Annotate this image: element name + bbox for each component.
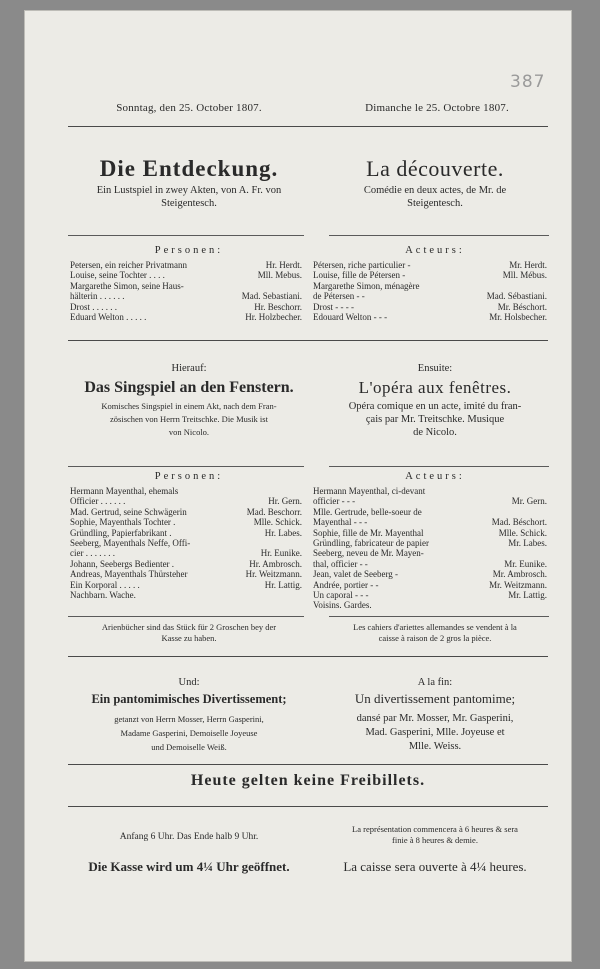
fr-cast-list-2 xyxy=(313,486,547,611)
cast-actor: Mr. Labes. xyxy=(508,538,547,549)
cast-actor xyxy=(543,486,547,496)
cast-role: Ein Korporal . . . . . xyxy=(70,579,140,590)
cast-role: cier . . . . . . . xyxy=(70,548,115,559)
cast-role: Andrée, portier - - xyxy=(313,579,379,590)
de-title-1: Die Entdeckung. xyxy=(99,156,279,181)
de-arienbuecher-note: Arienbücher sind das Stück für 2 Groschen bey der Kasse zu haben. xyxy=(101,622,277,643)
cast-role: Gründling, Papierfabrikant . xyxy=(70,527,172,538)
cast-row xyxy=(70,291,302,301)
cast-role: Andreas, Mayenthals Thürsteher xyxy=(70,569,188,580)
cast-role: Eduard Welton . . . . . xyxy=(70,312,147,323)
cast-actor xyxy=(298,538,302,548)
cast-actor xyxy=(298,486,302,496)
cast-actor: Hr. Gern. xyxy=(268,496,302,507)
cast-row xyxy=(313,590,547,600)
cast-row xyxy=(313,312,547,322)
cast-actor: Hr. Herdt. xyxy=(265,260,302,270)
cast-actor: Mr. Holsbecher. xyxy=(489,312,547,323)
cast-role: Seeberg, neveu de Mr. Mayen- xyxy=(313,548,424,559)
fr-cast-list-1 xyxy=(313,260,547,322)
de-kasse: Die Kasse wird um 4¼ Uhr geöffnet. xyxy=(88,859,290,874)
fr-subtitle-1: Comédie en deux actes, de Mr. de Steigentesch. xyxy=(363,185,507,209)
freibillets-rule-bottom xyxy=(68,806,548,807)
shelfmark-number: 387 xyxy=(510,72,546,92)
cast-actor: Hr. Holzbecher. xyxy=(245,312,302,323)
de-personen-heading-2: Personen: xyxy=(154,471,224,482)
de-hierauf: Hierauf: xyxy=(171,363,207,374)
cast-actor: Mlle. Schick. xyxy=(498,527,547,538)
cast-row xyxy=(70,281,302,291)
fr-a-la-fin: A la fin: xyxy=(417,677,453,688)
fr-acteurs-heading-2: Acteurs: xyxy=(405,471,465,482)
fr-title-3: Un divertissement pantomime; xyxy=(354,691,516,706)
cast-actor: Mr. Lattig. xyxy=(508,590,547,601)
cast-actor xyxy=(543,281,547,291)
cast-actor: Mr. Herdt. xyxy=(509,260,547,270)
fr-cahiers-note: Les cahiers d'ariettes allemandes se vendent à la caisse à raison de 2 gros la pièce. xyxy=(353,622,517,643)
de-subtitle-2: Komisches Singspiel in einem Akt, nach dem Fran- zösischen von Herrn Treitschke. Die Musik ist von Nicolo. xyxy=(101,401,277,437)
cast-role: Seeberg, Mayenthals Neffe, Offi- xyxy=(70,538,191,549)
cast-row xyxy=(313,600,547,610)
cast-row xyxy=(313,270,547,280)
cast-row xyxy=(313,538,547,548)
cast-actor: Mad. Beschorr. xyxy=(246,506,302,517)
top-rule xyxy=(68,126,548,127)
cast-role: Petersen, ein reicher Privatmann xyxy=(70,260,187,270)
cast-row xyxy=(70,260,302,270)
fr-subtitle-2: Opéra comique en un acte, imité du fran- çais par Mr. Treitschke. Musique de Nicolo. xyxy=(348,401,522,438)
cast-actor: Hr. Beschorr. xyxy=(254,301,302,312)
de-cast-list-2 xyxy=(70,486,302,600)
section-rule-2 xyxy=(68,656,548,657)
cast-row xyxy=(70,486,302,496)
cast-row xyxy=(313,580,547,590)
cast-actor: Hr. Ambrosch. xyxy=(249,558,302,569)
fr-title-1: La découverte. xyxy=(366,156,504,181)
cast-row xyxy=(313,528,547,538)
cast-actor: Mr. Weitzmann. xyxy=(489,579,547,590)
cast-role: Officier . . . . . . xyxy=(70,496,126,507)
de-start-time: Anfang 6 Uhr. Das Ende halb 9 Uhr. xyxy=(119,832,259,842)
cast-role: Sophie, Mayenthals Tochter . xyxy=(70,517,176,528)
freibillets-rule-top xyxy=(68,764,548,765)
cast-role: Mlle. Gertrude, belle-soeur de xyxy=(313,506,422,517)
cast-role: Drost . . . . . . xyxy=(70,301,117,312)
playbill-sheet xyxy=(24,10,572,962)
cast-row xyxy=(70,517,302,527)
fr-caisse: La caisse sera ouverte à 4¼ heures. xyxy=(343,859,527,874)
cast-role: Nachbarn. Wache. xyxy=(70,590,136,601)
cast-actor xyxy=(543,600,547,610)
fr-ensuite: Ensuite: xyxy=(417,363,453,374)
fr-title-2: L'opéra aux fenêtres. xyxy=(358,378,512,397)
cast-actor: Mad. Sébastiani. xyxy=(486,291,547,302)
cast-role: Hermann Mayenthal, ci-devant xyxy=(313,486,426,496)
fr-acteurs-heading-1: Acteurs: xyxy=(405,245,465,256)
cast-row xyxy=(70,507,302,517)
fr-date: Dimanche le 25. Octobre 1807. xyxy=(365,102,509,114)
cast-actor: Mr. Gern. xyxy=(511,496,547,507)
cast-row xyxy=(313,559,547,569)
cast-row xyxy=(70,580,302,590)
fr-start-time: La représentation commencera à 6 heures & sera finie à 8 heures & demie. xyxy=(352,824,518,845)
de-personen-heading-1: Personen: xyxy=(154,245,224,256)
cast-row xyxy=(70,590,302,600)
cast-row xyxy=(313,260,547,270)
cast-row xyxy=(70,270,302,280)
cast-actor: Hr. Lattig. xyxy=(264,579,302,590)
cast-row xyxy=(313,291,547,301)
fr-rule-3 xyxy=(329,616,549,617)
cast-row xyxy=(313,507,547,517)
cast-role: officier - - - xyxy=(313,496,356,507)
section-rule-1 xyxy=(68,340,548,341)
de-rule-3 xyxy=(68,616,304,617)
fr-dancers: dansé par Mr. Mosser, Mr. Gasperini, Mad. Gasperini, Mlle. Joyeuse et Mlle. Weiss. xyxy=(356,713,514,752)
cast-actor: Hr. Weitzmann. xyxy=(245,569,302,580)
cast-role: Pétersen, riche particulier - xyxy=(313,260,411,270)
cast-row xyxy=(313,281,547,291)
cast-row xyxy=(70,312,302,322)
cast-row xyxy=(70,548,302,558)
cast-row xyxy=(313,496,547,506)
cast-actor: Mad. Béschort. xyxy=(491,517,547,528)
cast-role: Un caporal - - - xyxy=(313,590,369,601)
cast-row xyxy=(70,569,302,579)
cast-actor: Mad. Sebastiani. xyxy=(241,291,302,302)
de-rule-2 xyxy=(68,466,304,467)
fr-rule-1 xyxy=(329,235,549,236)
cast-row xyxy=(313,548,547,558)
cast-actor: Hr. Eunike. xyxy=(260,548,302,559)
de-cast-list-1 xyxy=(70,260,302,322)
cast-actor xyxy=(543,507,547,517)
cast-row xyxy=(70,302,302,312)
cast-row xyxy=(70,559,302,569)
cast-row xyxy=(70,496,302,506)
cast-role: Sophie, fille de Mr. Mayenthal xyxy=(313,527,424,538)
cast-actor: Mr. Ambrosch. xyxy=(492,569,547,580)
cast-role: Louise, fille de Pétersen - xyxy=(313,270,406,281)
cast-role: Edouard Welton - - - xyxy=(313,312,388,323)
cast-role: Gründling, fabricateur de papier xyxy=(313,538,429,549)
freibillets-notice: Heute gelten keine Freibillets. xyxy=(190,772,426,789)
cast-role: Johann, Seebergs Bedienter . xyxy=(70,558,175,569)
cast-row xyxy=(313,302,547,312)
cast-actor xyxy=(298,590,302,600)
de-subtitle-1: Ein Lustspiel in zwey Akten, von A. Fr. von Steigentesch. xyxy=(96,185,282,209)
fr-rule-2 xyxy=(329,466,549,467)
cast-actor: Mr. Béschort. xyxy=(497,301,547,312)
cast-actor: Mlle. Schick. xyxy=(253,517,302,528)
cast-actor: Mll. Mebus. xyxy=(257,270,302,281)
cast-actor: Hr. Labes. xyxy=(264,527,302,538)
cast-row xyxy=(70,528,302,538)
de-date: Sonntag, den 25. October 1807. xyxy=(116,102,262,114)
cast-actor: Mr. Eunike. xyxy=(504,558,547,569)
cast-row xyxy=(313,569,547,579)
cast-role: de Pétersen - - xyxy=(313,291,365,302)
cast-role: Drost - - - - xyxy=(313,301,354,312)
de-und: Und: xyxy=(178,677,200,688)
de-rule-1 xyxy=(68,235,304,236)
cast-actor xyxy=(298,281,302,291)
cast-role: Louise, seine Tochter . . . . xyxy=(70,270,165,281)
de-title-2: Das Singspiel an den Fenstern. xyxy=(84,379,294,396)
cast-role: Voisins. Gardes. xyxy=(313,600,372,611)
de-title-3: Ein pantomimisches Divertissement; xyxy=(91,692,287,706)
cast-role: Mad. Gertrud, seine Schwägerin xyxy=(70,506,187,517)
cast-row xyxy=(313,486,547,496)
cast-role: Margarethe Simon, seine Haus- xyxy=(70,280,184,291)
cast-row xyxy=(70,538,302,548)
cast-actor xyxy=(543,548,547,558)
cast-role: Jean, valet de Seeberg - xyxy=(313,569,399,580)
cast-role: Margarethe Simon, ménagère xyxy=(313,280,420,291)
cast-role: hälterin . . . . . . xyxy=(70,291,125,302)
cast-role: thal, officier - - xyxy=(313,558,368,569)
cast-row xyxy=(313,517,547,527)
cast-actor: Mll. Mébus. xyxy=(502,270,547,281)
cast-role: Mayenthal - - - xyxy=(313,517,368,528)
cast-role: Hermann Mayenthal, ehemals xyxy=(70,486,179,496)
de-dancers: getanzt von Herrn Mosser, Herrn Gasperini, Madame Gasperini, Demoiselle Joyeuse und Demoiselle Weiß. xyxy=(114,714,264,752)
